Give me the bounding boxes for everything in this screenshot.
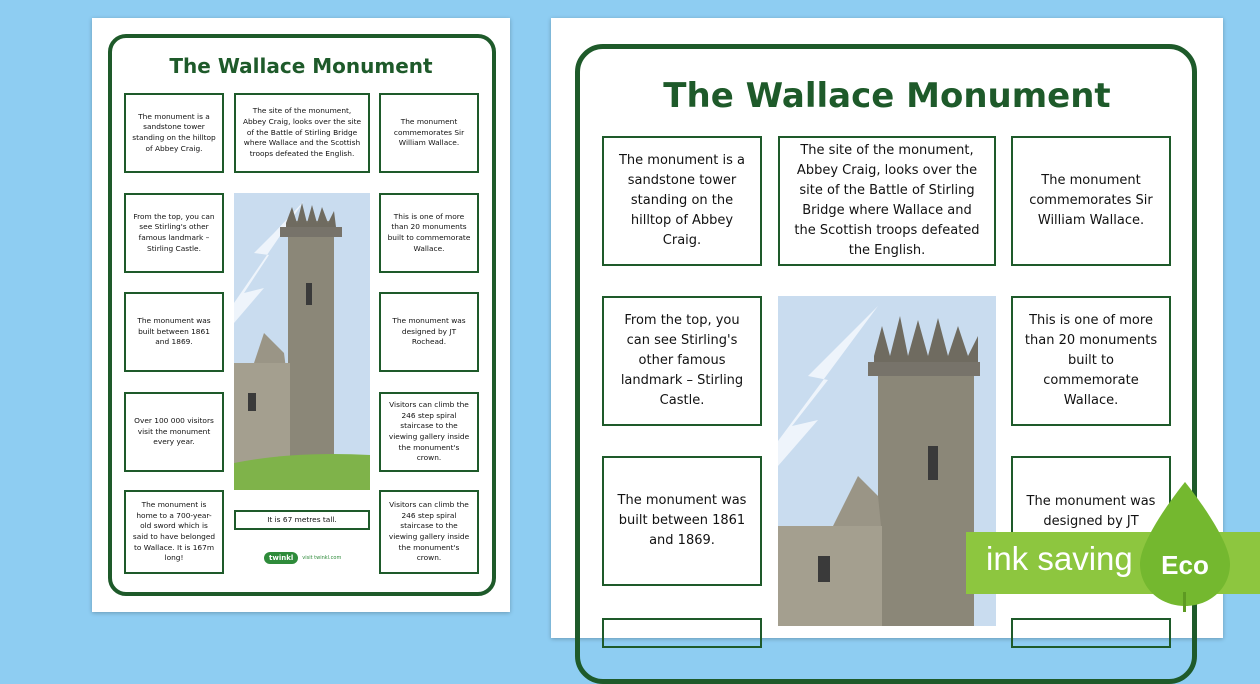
monument-illustration <box>234 193 370 490</box>
fact-box-partial <box>1011 618 1171 648</box>
fact-box: Visitors can climb the 246 step spiral staircase to the viewing gallery inside the monument's crown. <box>379 392 479 472</box>
eco-badge-label: Eco <box>1161 550 1209 580</box>
ink-saving-label: ink saving <box>986 540 1133 577</box>
fact-box: The monument is a sandstone tower standing on the hilltop of Abbey Craig. <box>124 93 224 173</box>
left-worksheet <box>92 18 510 612</box>
fact-box-partial <box>602 618 762 648</box>
fact-box: Visitors can climb the 246 step spiral staircase to the viewing gallery inside the monument's crown. <box>379 490 479 574</box>
fact-box: The monument was built between 1861 and 1869. <box>602 456 762 586</box>
twinkl-logo <box>264 552 341 564</box>
fact-box: Over 100 000 visitors visit the monument every year. <box>124 392 224 472</box>
fact-box: From the top, you can see Stirling's other famous landmark – Stirling Castle. <box>124 193 224 273</box>
monument-illustration <box>778 296 996 626</box>
fact-box: The site of the monument, Abbey Craig, looks over the site of the Battle of Stirling Bridge where Wallace and the Scottish troops defeated the English. <box>234 93 370 173</box>
eco-leaf-icon <box>1140 482 1230 612</box>
fact-box: The monument was built between 1861 and 1869. <box>124 292 224 372</box>
fact-box: The monument was designed by JT Rochead. <box>379 292 479 372</box>
right-worksheet-title: The Wallace Monument <box>663 76 1111 116</box>
fact-box: The monument commemorates Sir William Wallace. <box>1011 136 1171 266</box>
twinkl-logo-badge: twinkl <box>264 552 298 564</box>
fact-box: The monument is a sandstone tower standing on the hilltop of Abbey Craig. <box>602 136 762 266</box>
fact-box-height: It is 67 metres tall. <box>234 510 370 530</box>
fact-box: From the top, you can see Stirling's other famous landmark – Stirling Castle. <box>602 296 762 426</box>
fact-box: The site of the monument, Abbey Craig, looks over the site of the Battle of Stirling Bridge where Wallace and the Scottish troops defeated the English. <box>778 136 996 266</box>
fact-box: The monument commemorates Sir William Wallace. <box>379 93 479 173</box>
fact-box: This is one of more than 20 monuments built to commemorate Wallace. <box>1011 296 1171 426</box>
left-worksheet-title: The Wallace Monument <box>169 54 433 78</box>
twinkl-logo-url: visit twinkl.com <box>302 555 342 561</box>
fact-box: The monument is home to a 700-year-old sword which is said to have belonged to Wallace. It is 167m long! <box>124 490 224 574</box>
fact-box: The monument was designed by JT <box>1011 456 1171 586</box>
fact-box: This is one of more than 20 monuments built to commemorate Wallace. <box>379 193 479 273</box>
